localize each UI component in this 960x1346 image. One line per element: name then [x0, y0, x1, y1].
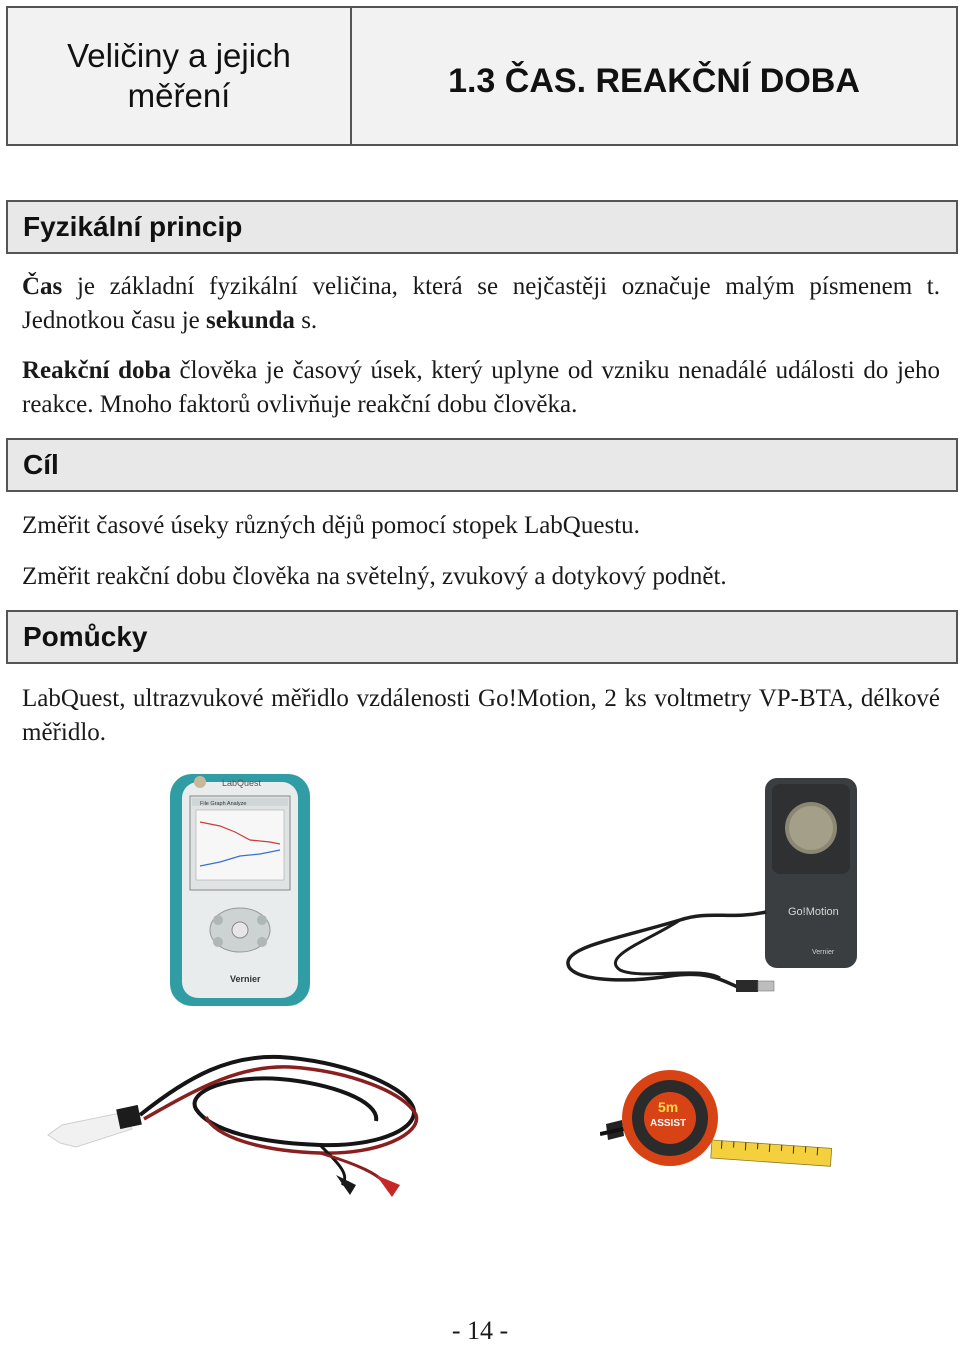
- labquest-maker-text: Vernier: [230, 974, 261, 984]
- header-box: [6, 6, 958, 146]
- gomotion-maker-text: Vernier: [812, 949, 835, 956]
- principle-p1-text: je základní fyzikální veličina, která se nejčastěji označuje malým písmenem t. Jednotkou času je: [22, 273, 940, 334]
- section-heading-principle: Fyzikální princip: [6, 200, 958, 254]
- goal-paragraph-1: Změřit časové úseky různých dějů pomocí stopek LabQuestu.: [22, 512, 640, 539]
- term-second: sekunda: [205, 307, 295, 334]
- header-chapter-line1: Veličiny a jejich: [67, 37, 291, 74]
- labquest-brand-text: LabQuest: [222, 778, 262, 788]
- section-heading-goal: Cíl: [6, 438, 958, 492]
- tape-measure-photo: [600, 1062, 840, 1182]
- header-chapter-line2: měření: [127, 77, 231, 114]
- header-chapter: [8, 8, 352, 144]
- gomotion-photo: [560, 770, 870, 1000]
- voltage-probe-photo: [20, 1035, 460, 1200]
- usb-cable: [568, 912, 766, 988]
- page-number: - 14 -: [451, 1316, 509, 1345]
- principle-p2-text: člověka je časový úsek, který uplyne od vzniku nenadálé události do jeho reakce. Mnoho faktorů ovlivňuje reakční dobu člověka.: [22, 357, 940, 418]
- tape-size-text: 5m: [658, 1099, 679, 1115]
- tape-blade: [711, 1140, 832, 1166]
- tools-paragraph: LabQuest, ultrazvukové měřidlo vzdálenosti Go!Motion, 2 ks voltmetry VP-BTA, délkové měřidlo.: [22, 685, 940, 746]
- principle-p1-end: s.: [294, 307, 318, 334]
- black-lead: [140, 1057, 414, 1145]
- principle-paragraph-2: [22, 354, 940, 422]
- term-time: Čas: [22, 273, 63, 300]
- labquest-photo: [160, 770, 320, 1010]
- gomotion-label-text: Go!Motion: [788, 906, 839, 918]
- tape-brand-text: ASSIST: [650, 1118, 687, 1129]
- page-title: 1.3 ČAS. REAKČNÍ DOBA: [448, 61, 860, 100]
- principle-paragraph-1: [22, 270, 940, 338]
- red-clip: [376, 1175, 400, 1197]
- section-heading-tools: Pomůcky: [6, 610, 958, 664]
- term-reaction-time: Reakční doba: [22, 357, 171, 384]
- labquest-menu-text: File Graph Analyze: [200, 801, 247, 807]
- goal-paragraph-2: Změřit reakční dobu člověka na světelný, zvukový a dotykový podnět.: [22, 563, 727, 590]
